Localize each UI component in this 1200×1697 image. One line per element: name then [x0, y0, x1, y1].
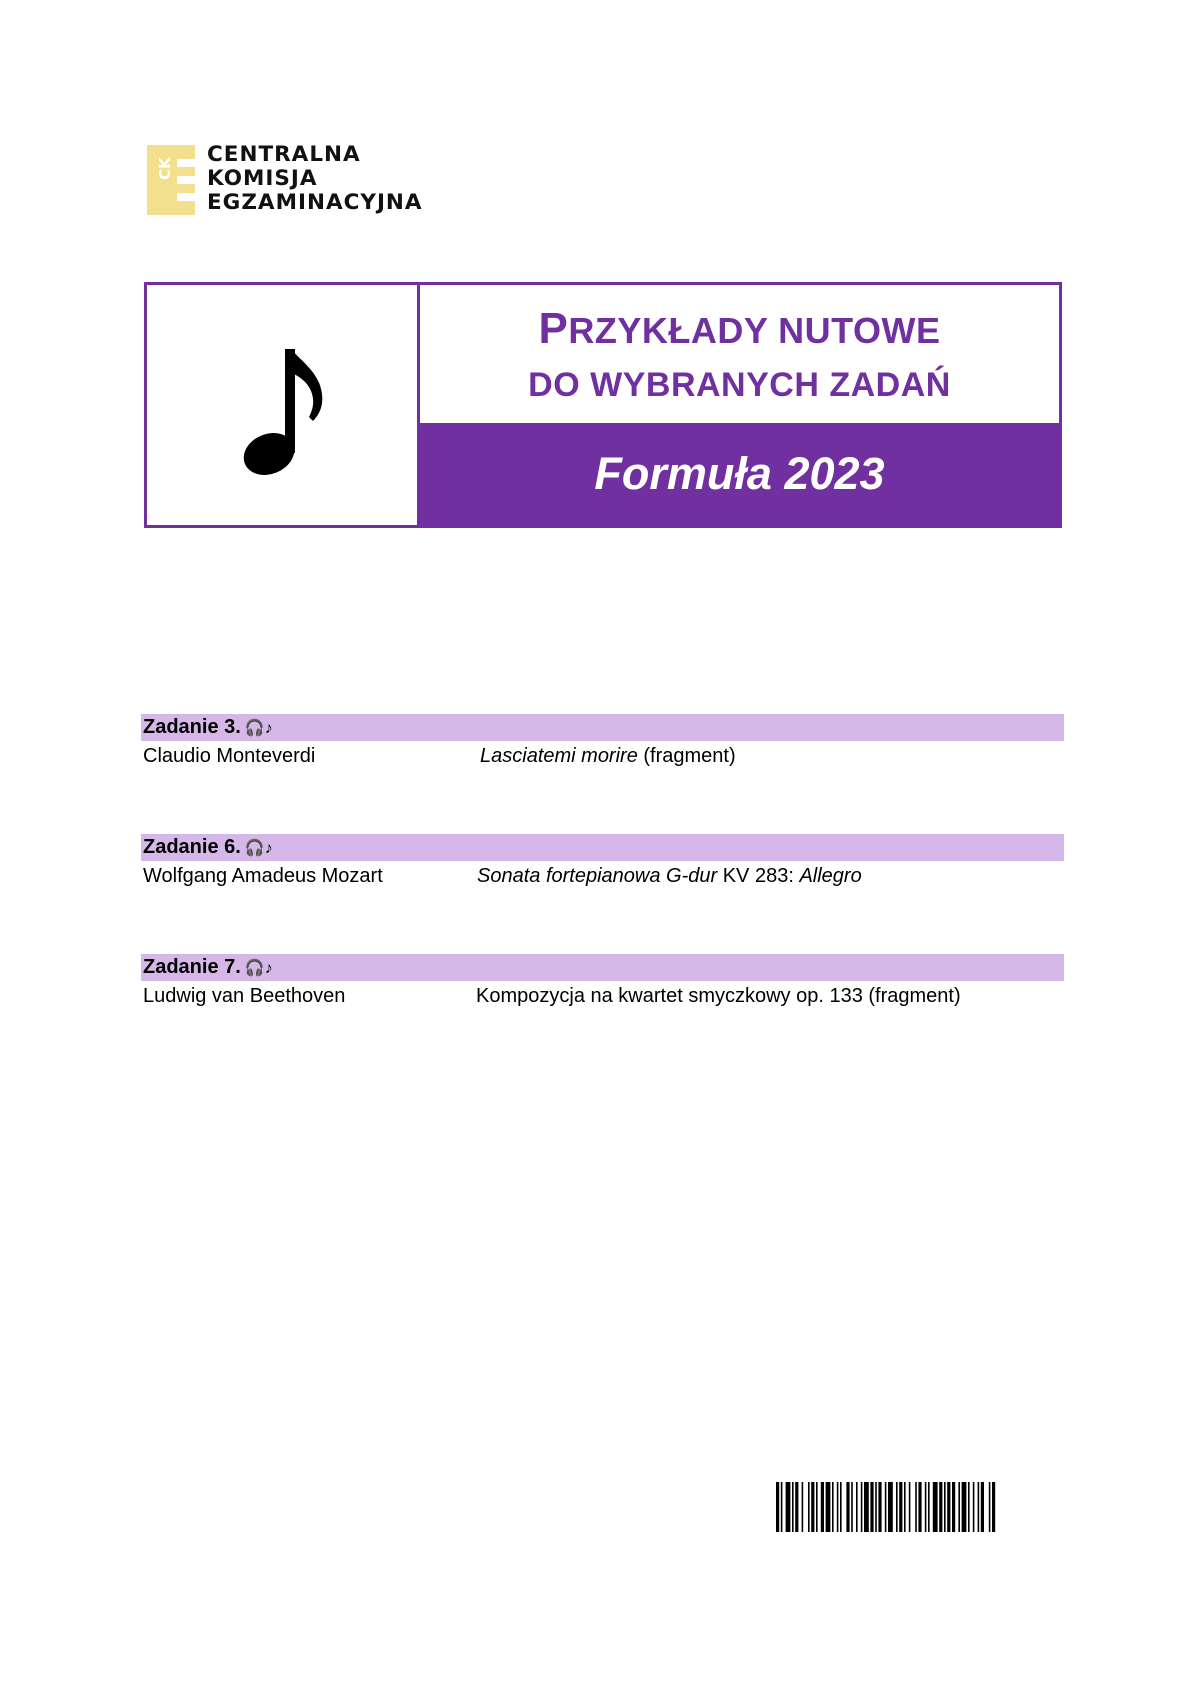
- barcode-bar: [875, 1482, 877, 1532]
- barcode-bar: [811, 1482, 814, 1532]
- barcode: [776, 1482, 1073, 1532]
- page-title-line-2: DO WYBRANYCH ZADAŃ: [528, 366, 951, 404]
- barcode-bar: [792, 1482, 794, 1532]
- barcode-bar: [958, 1482, 960, 1532]
- barcode-bar: [947, 1482, 950, 1532]
- barcode-bar: [795, 1482, 798, 1532]
- barcode-bar: [928, 1482, 930, 1532]
- barcode-bar: [899, 1482, 902, 1532]
- barcode-bar: [802, 1482, 804, 1532]
- barcode-bar: [826, 1482, 831, 1532]
- barcode-bar: [861, 1482, 863, 1532]
- cover-header: [144, 282, 1062, 528]
- work-title-suffix: (fragment): [637, 745, 736, 767]
- headphones-note-icon: 🎧♪: [244, 960, 273, 977]
- barcode-bar: [933, 1482, 938, 1532]
- page-title-line-1: [420, 304, 1059, 353]
- barcode-bar: [978, 1482, 980, 1532]
- work-title: [480, 741, 736, 771]
- task-label: Zadanie 7.: [143, 956, 241, 978]
- task-row: [141, 861, 1064, 891]
- logo-wordmark: [207, 143, 423, 215]
- logo-line-2: KOMISJA: [207, 166, 318, 191]
- title-cell: [420, 285, 1059, 423]
- work-title: Kompozycja na kwartet smyczkowy op. 133 (fragment): [476, 985, 961, 1007]
- work-title-italic: Lasciatemi morire: [480, 745, 638, 767]
- barcode-bar: [837, 1482, 839, 1532]
- task-label: Zadanie 6.: [143, 836, 241, 858]
- task-header-bar: [141, 954, 1064, 981]
- task-label: Zadanie 3.: [143, 716, 241, 738]
- barcode-bar: [781, 1482, 783, 1532]
- barcode-bar: [808, 1482, 810, 1532]
- barcode-bar: [915, 1482, 917, 1532]
- title-initial: P: [538, 304, 569, 353]
- composer-name: Wolfgang Amadeus Mozart: [143, 865, 383, 887]
- barcode-bar: [944, 1482, 946, 1532]
- barcode-bar: [864, 1482, 869, 1532]
- barcode-bar: [973, 1482, 975, 1532]
- composer-name: Ludwig van Beethoven: [143, 985, 346, 1007]
- cke-logo: [147, 142, 427, 217]
- barcode-bar: [816, 1482, 818, 1532]
- formula-label: Formuła 2023: [420, 423, 1059, 525]
- barcode-bar: [832, 1482, 834, 1532]
- task-row: [141, 741, 1064, 771]
- barcode-bar: [992, 1482, 995, 1532]
- barcode-bar: [904, 1482, 906, 1532]
- task-3: [141, 714, 1064, 771]
- barcode-bar: [939, 1482, 942, 1532]
- task-6: [141, 834, 1064, 891]
- work-movement: Allegro: [799, 865, 862, 887]
- task-header-bar: [141, 714, 1064, 741]
- barcode-bar: [776, 1482, 779, 1532]
- barcode-bar: [821, 1482, 824, 1532]
- title-line-1-rest: RZYKŁADY NUTOWE: [568, 310, 941, 351]
- barcode-bar: [885, 1482, 887, 1532]
- headphones-note-icon: 🎧♪: [244, 840, 273, 857]
- logo-line-1: CENTRALNA: [207, 142, 361, 167]
- barcode-bar: [981, 1482, 984, 1532]
- barcode-bar: [856, 1482, 858, 1532]
- barcode-bar: [925, 1482, 927, 1532]
- composer-name: Claudio Monteverdi: [143, 745, 316, 767]
- eighth-note-icon: [239, 349, 329, 477]
- barcode-bar: [846, 1482, 849, 1532]
- task-7: [141, 954, 1064, 1011]
- work-catalog: KV 283:: [717, 865, 800, 887]
- barcode-bar: [870, 1482, 873, 1532]
- barcode-bar: [851, 1482, 853, 1532]
- barcode-bar: [918, 1482, 921, 1532]
- barcode-bar: [878, 1482, 881, 1532]
- logo-line-3: EGZAMINACYJNA: [207, 190, 423, 215]
- barcode-bar: [968, 1482, 970, 1532]
- barcode-bar: [989, 1482, 991, 1532]
- task-header-bar: [141, 834, 1064, 861]
- barcode-bar: [909, 1482, 911, 1532]
- work-title-italic: Sonata fortepianowa G-dur: [477, 865, 718, 887]
- barcode-bar: [952, 1482, 955, 1532]
- barcode-bar: [888, 1482, 893, 1532]
- barcode-bar: [840, 1482, 842, 1532]
- barcode-bar: [962, 1482, 967, 1532]
- cke-logo-mark: [147, 145, 195, 215]
- barcode-bar: [896, 1482, 898, 1532]
- headphones-note-icon: 🎧♪: [244, 720, 273, 737]
- note-cell: [147, 285, 420, 525]
- barcode-bar: [786, 1482, 791, 1532]
- svg-text:CK: CK: [156, 157, 174, 180]
- task-row: [141, 981, 1064, 1011]
- work-title: [477, 861, 862, 891]
